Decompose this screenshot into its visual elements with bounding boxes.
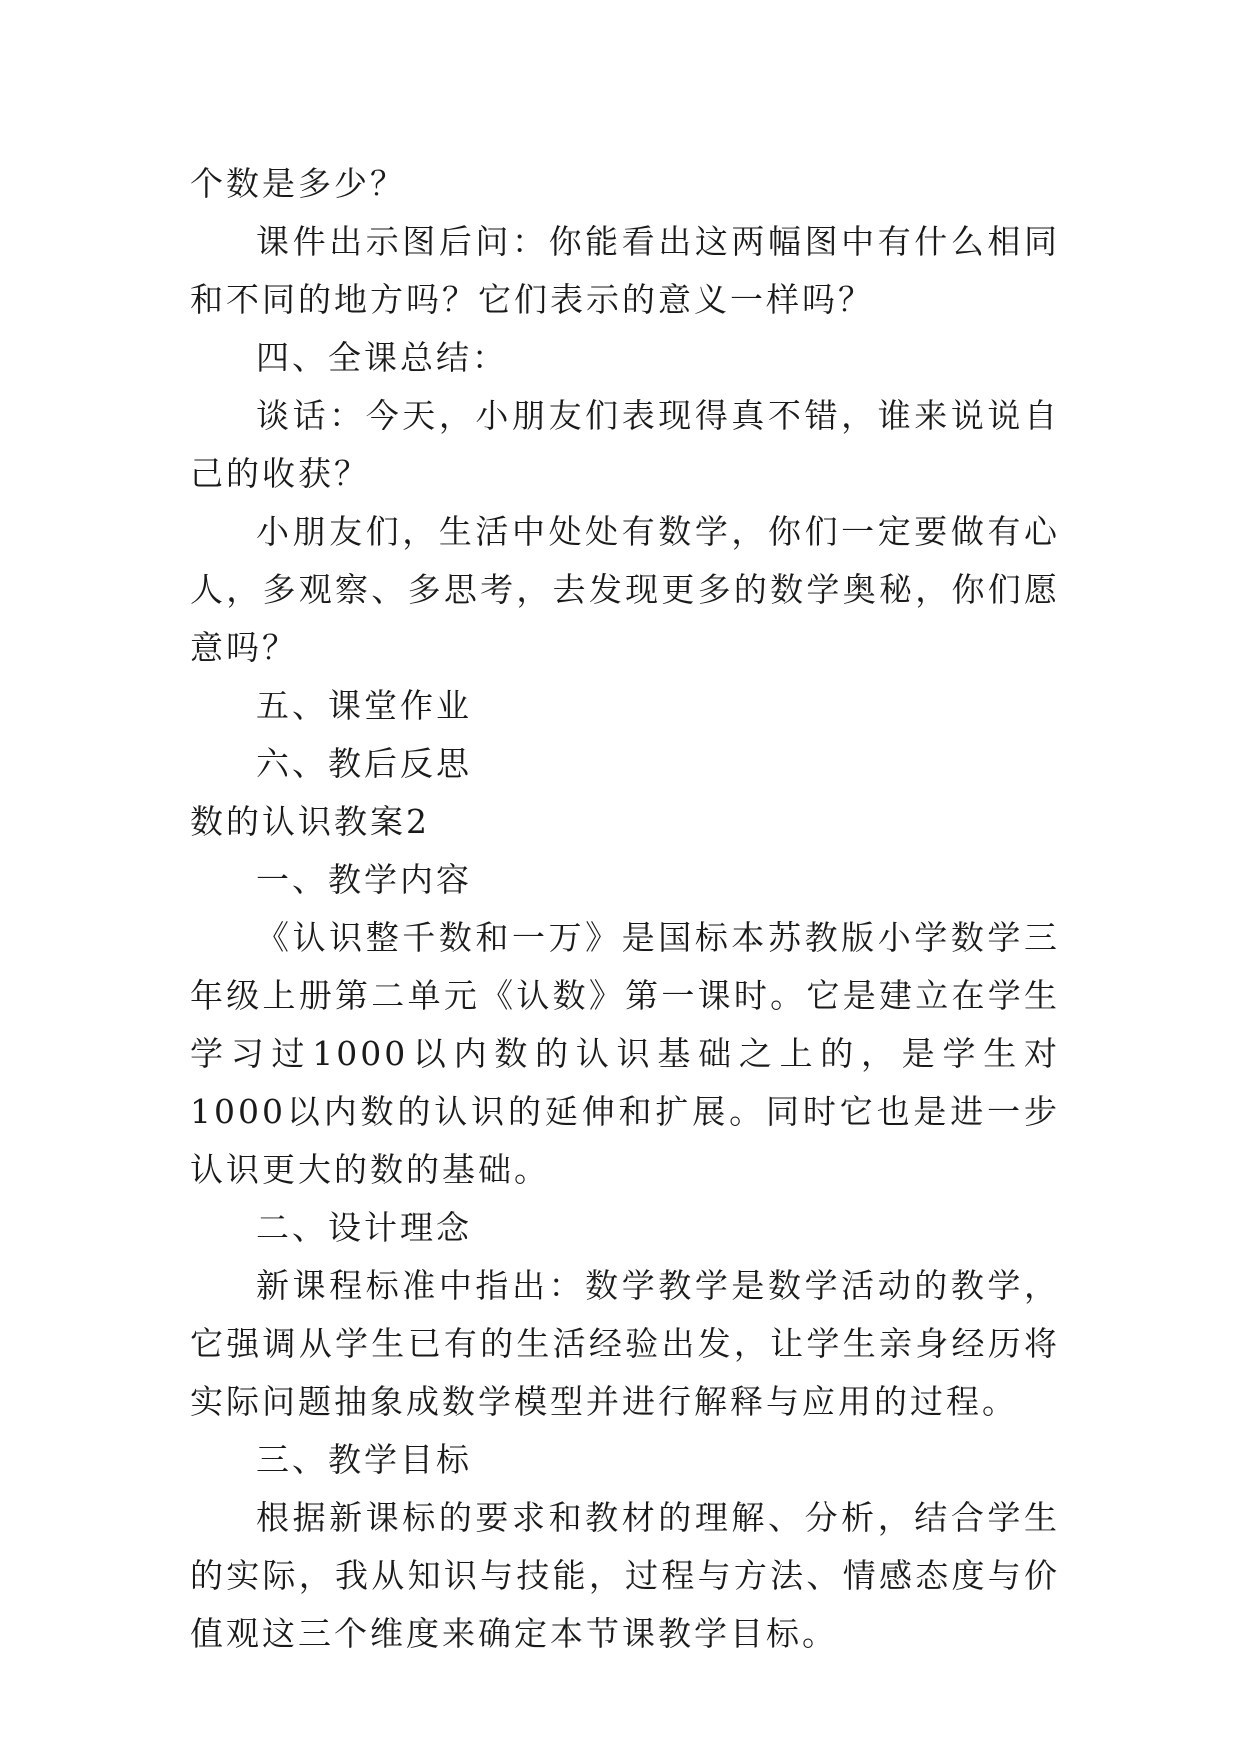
paragraph: 根据新课标的要求和教材的理解、分析，结合学生的实际，我从知识与技能，过程与方法、情感态度与价值观这三个维度来确定本节课教学目标。 <box>190 1498 1060 1653</box>
paragraph: 新课程标准中指出：数学教学是数学活动的教学，它强调从学生已有的生活经验出发，让学生亲身经历将实际问题抽象成数学模型并进行解释与应用的过程。 <box>190 1266 1060 1421</box>
section-heading: 五、课堂作业 <box>256 686 472 725</box>
paragraph: 小朋友们，生活中处处有数学，你们一定要做有心人，多观察、多思考，去发现更多的数学奥秘，你们愿意吗？ <box>190 512 1060 667</box>
paragraph: 谈话：今天，小朋友们表现得真不错，谁来说说自己的收获？ <box>190 396 1060 493</box>
section-heading: 二、设计理念 <box>256 1208 472 1247</box>
section-heading: 一、教学内容 <box>256 860 472 899</box>
paragraph: 课件出示图后问：你能看出这两幅图中有什么相同和不同的地方吗？它们表示的意义一样吗？ <box>190 222 1060 319</box>
paragraph: 个数是多少？ <box>190 164 406 203</box>
paragraph: 《认识整千数和一万》是国标本苏教版小学数学三年级上册第二单元《认数》第一课时。它是建立在学生学习过1000以内数的认识基础之上的，是学生对1000以内数的认识的延伸和扩展。同时它也是进一步认识更大的数的基础。 <box>190 918 1060 1189</box>
document-title: 数的认识教案2 <box>190 802 430 841</box>
section-heading: 三、教学目标 <box>256 1440 472 1479</box>
section-heading: 四、全课总结： <box>256 338 508 377</box>
section-heading: 六、教后反思 <box>256 744 472 783</box>
document-body <box>190 155 1060 1663</box>
